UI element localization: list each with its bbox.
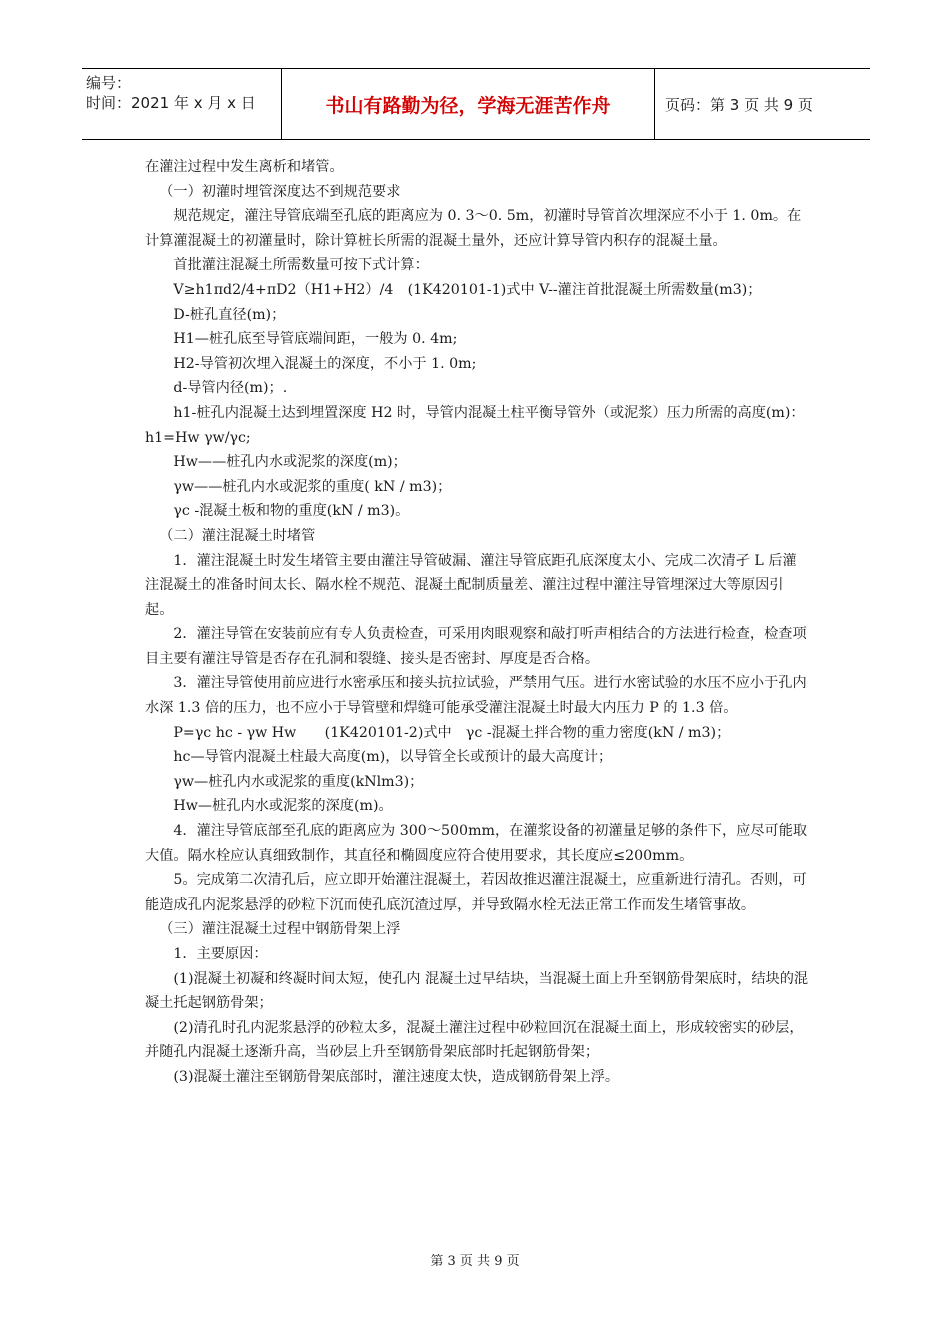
header-meta: [82, 69, 282, 139]
paragraph: 5。完成第二次清孔后，应立即开始灌注混凝土，若因故推迟灌注混凝土，应重新进行清孔。否则，可能造成孔内泥浆悬浮的砂粒下沉而使孔底沉渣过厚，并导致隔水栓无法正常工作而发生堵管事故。: [145, 872, 807, 913]
paragraph: (3)混凝土灌注至钢筋骨架底部时，灌注速度太快，造成钢筋骨架上浮。: [173, 1068, 620, 1085]
paragraph: 3．灌注导管使用前应进行水密承压和接头抗拉试验，严禁用气压。进行水密试验的水压不应小于孔内水深 1.3 倍的压力，也不应小于导管壁和焊缝可能承受灌注混凝土时最大内压力 P 的 1.3 倍。: [145, 675, 807, 717]
paragraph: D-桩孔直径(m)；: [173, 306, 286, 323]
formula-paragraph: V≥h1πd2/4+πD2（H1+H2）/4 (1K420101-1)式中 V--灌注首批混凝土所需数量(m3)；: [173, 281, 762, 298]
document-number-label: 编号：: [86, 74, 132, 92]
paragraph: H2-导管初次埋入混凝土的深度，不小于 1. 0m;: [173, 355, 477, 372]
document-body: [145, 155, 810, 1090]
page-footer: 第 3 页 共 9 页: [430, 1254, 520, 1269]
page-header: [82, 68, 870, 140]
paragraph: h1-桩孔内混凝土达到埋置深度 H2 时，导管内混凝土柱平衡导管外（或泥浆）压力所需的高度(m)：h1=Hw γw/γc;: [145, 404, 805, 446]
paragraph: hc—导管内混凝土柱最大高度(m)，以导管全长或预计的最大高度计；: [173, 749, 613, 766]
section-heading: （三）灌注混凝土过程中钢筋骨架上浮: [159, 921, 401, 938]
header-motto: 书山有路勤为径，学海无涯苦作舟: [282, 69, 655, 139]
paragraph: γw—桩孔内水或泥浆的重度(kNlm3)；: [173, 773, 424, 790]
paragraph: d-导管内径(m)；.: [173, 380, 288, 397]
section-heading: （二）灌注混凝土时堵管: [159, 527, 316, 544]
paragraph: 1．灌注混凝土时发生堵管主要由灌注导管破漏、灌注导管底距孔底深度太小、完成二次清孑 L 后灌注混凝土的准备时间太长、隔水栓不规范、混凝土配制质量差、灌注过程中灌注导管埋深过大等原因引起。: [145, 552, 797, 618]
document-date: 时间：2021 年 x 月 x 日: [86, 94, 256, 112]
paragraph: (1)混凝土初凝和终凝时间太短，使孔内 混凝土过早结块，当混凝土面上升至钢筋骨架底时，结块的混凝土托起钢筋骨架；: [145, 970, 809, 1012]
paragraph: 1．主要原因：: [173, 946, 268, 962]
paragraph: (2)清孔时孔内泥浆悬浮的砂粒太多，混凝土灌注过程中砂粒回沉在混凝土面上，形成较密实的砂层，并随孔内混凝土逐渐升高，当砂层上升至钢筋骨架底部时托起钢筋骨架；: [145, 1019, 804, 1061]
paragraph: γw——桩孔内水或泥浆的重度( kN / m3)；: [173, 478, 452, 495]
paragraph: 4．灌注导管底部至孔底的距离应为 300～500mm，在灌浆设备的初灌量足够的条件下，应尽可能取大值。隔水栓应认真细致制作，其直径和椭圆度应符合使用要求，其长度应≤200mm。: [145, 823, 808, 864]
paragraph: H1—桩孔底至导管底端间距，一般为 0. 4m;: [173, 331, 458, 348]
section-heading: （一）初灌时埋管深度达不到规范要求: [159, 183, 401, 200]
paragraph: Hw—桩孔内水或泥浆的深度(m)。: [173, 798, 393, 815]
header-page-number: 页码：第 3 页 共 9 页: [665, 95, 813, 114]
paragraph: 在灌注过程中发生离析和堵管。: [145, 159, 344, 175]
paragraph: γc -混凝土板和物的重度(kN / m3)。: [173, 503, 410, 520]
paragraph: 规范规定，灌注导管底端至孔底的距离应为 0. 3～0. 5m，初灌时导管首次埋深应不小于 1. 0m。在计算灌混凝土的初灌量时，除计算桩长所需的混凝土量外，还应计算导管内积存的混凝土量。: [145, 208, 802, 249]
paragraph: 2．灌注导管在安装前应有专人负责检查，可采用肉眼观察和敲打听声相结合的方法进行检查，检查项目主要有灌注导管是否存在孔洞和裂缝、接头是否密封、厚度是否合格。: [145, 626, 807, 667]
paragraph: 首批灌注混凝土所需数量可按下式计算：: [173, 257, 429, 274]
formula-paragraph: P=γc hc - γw Hw (1K420101-2)式中 γc -混凝土拌合物的重力密度(kN / m3)；: [173, 724, 731, 741]
paragraph: Hw——桩孔内水或泥浆的深度(m)；: [173, 454, 407, 471]
